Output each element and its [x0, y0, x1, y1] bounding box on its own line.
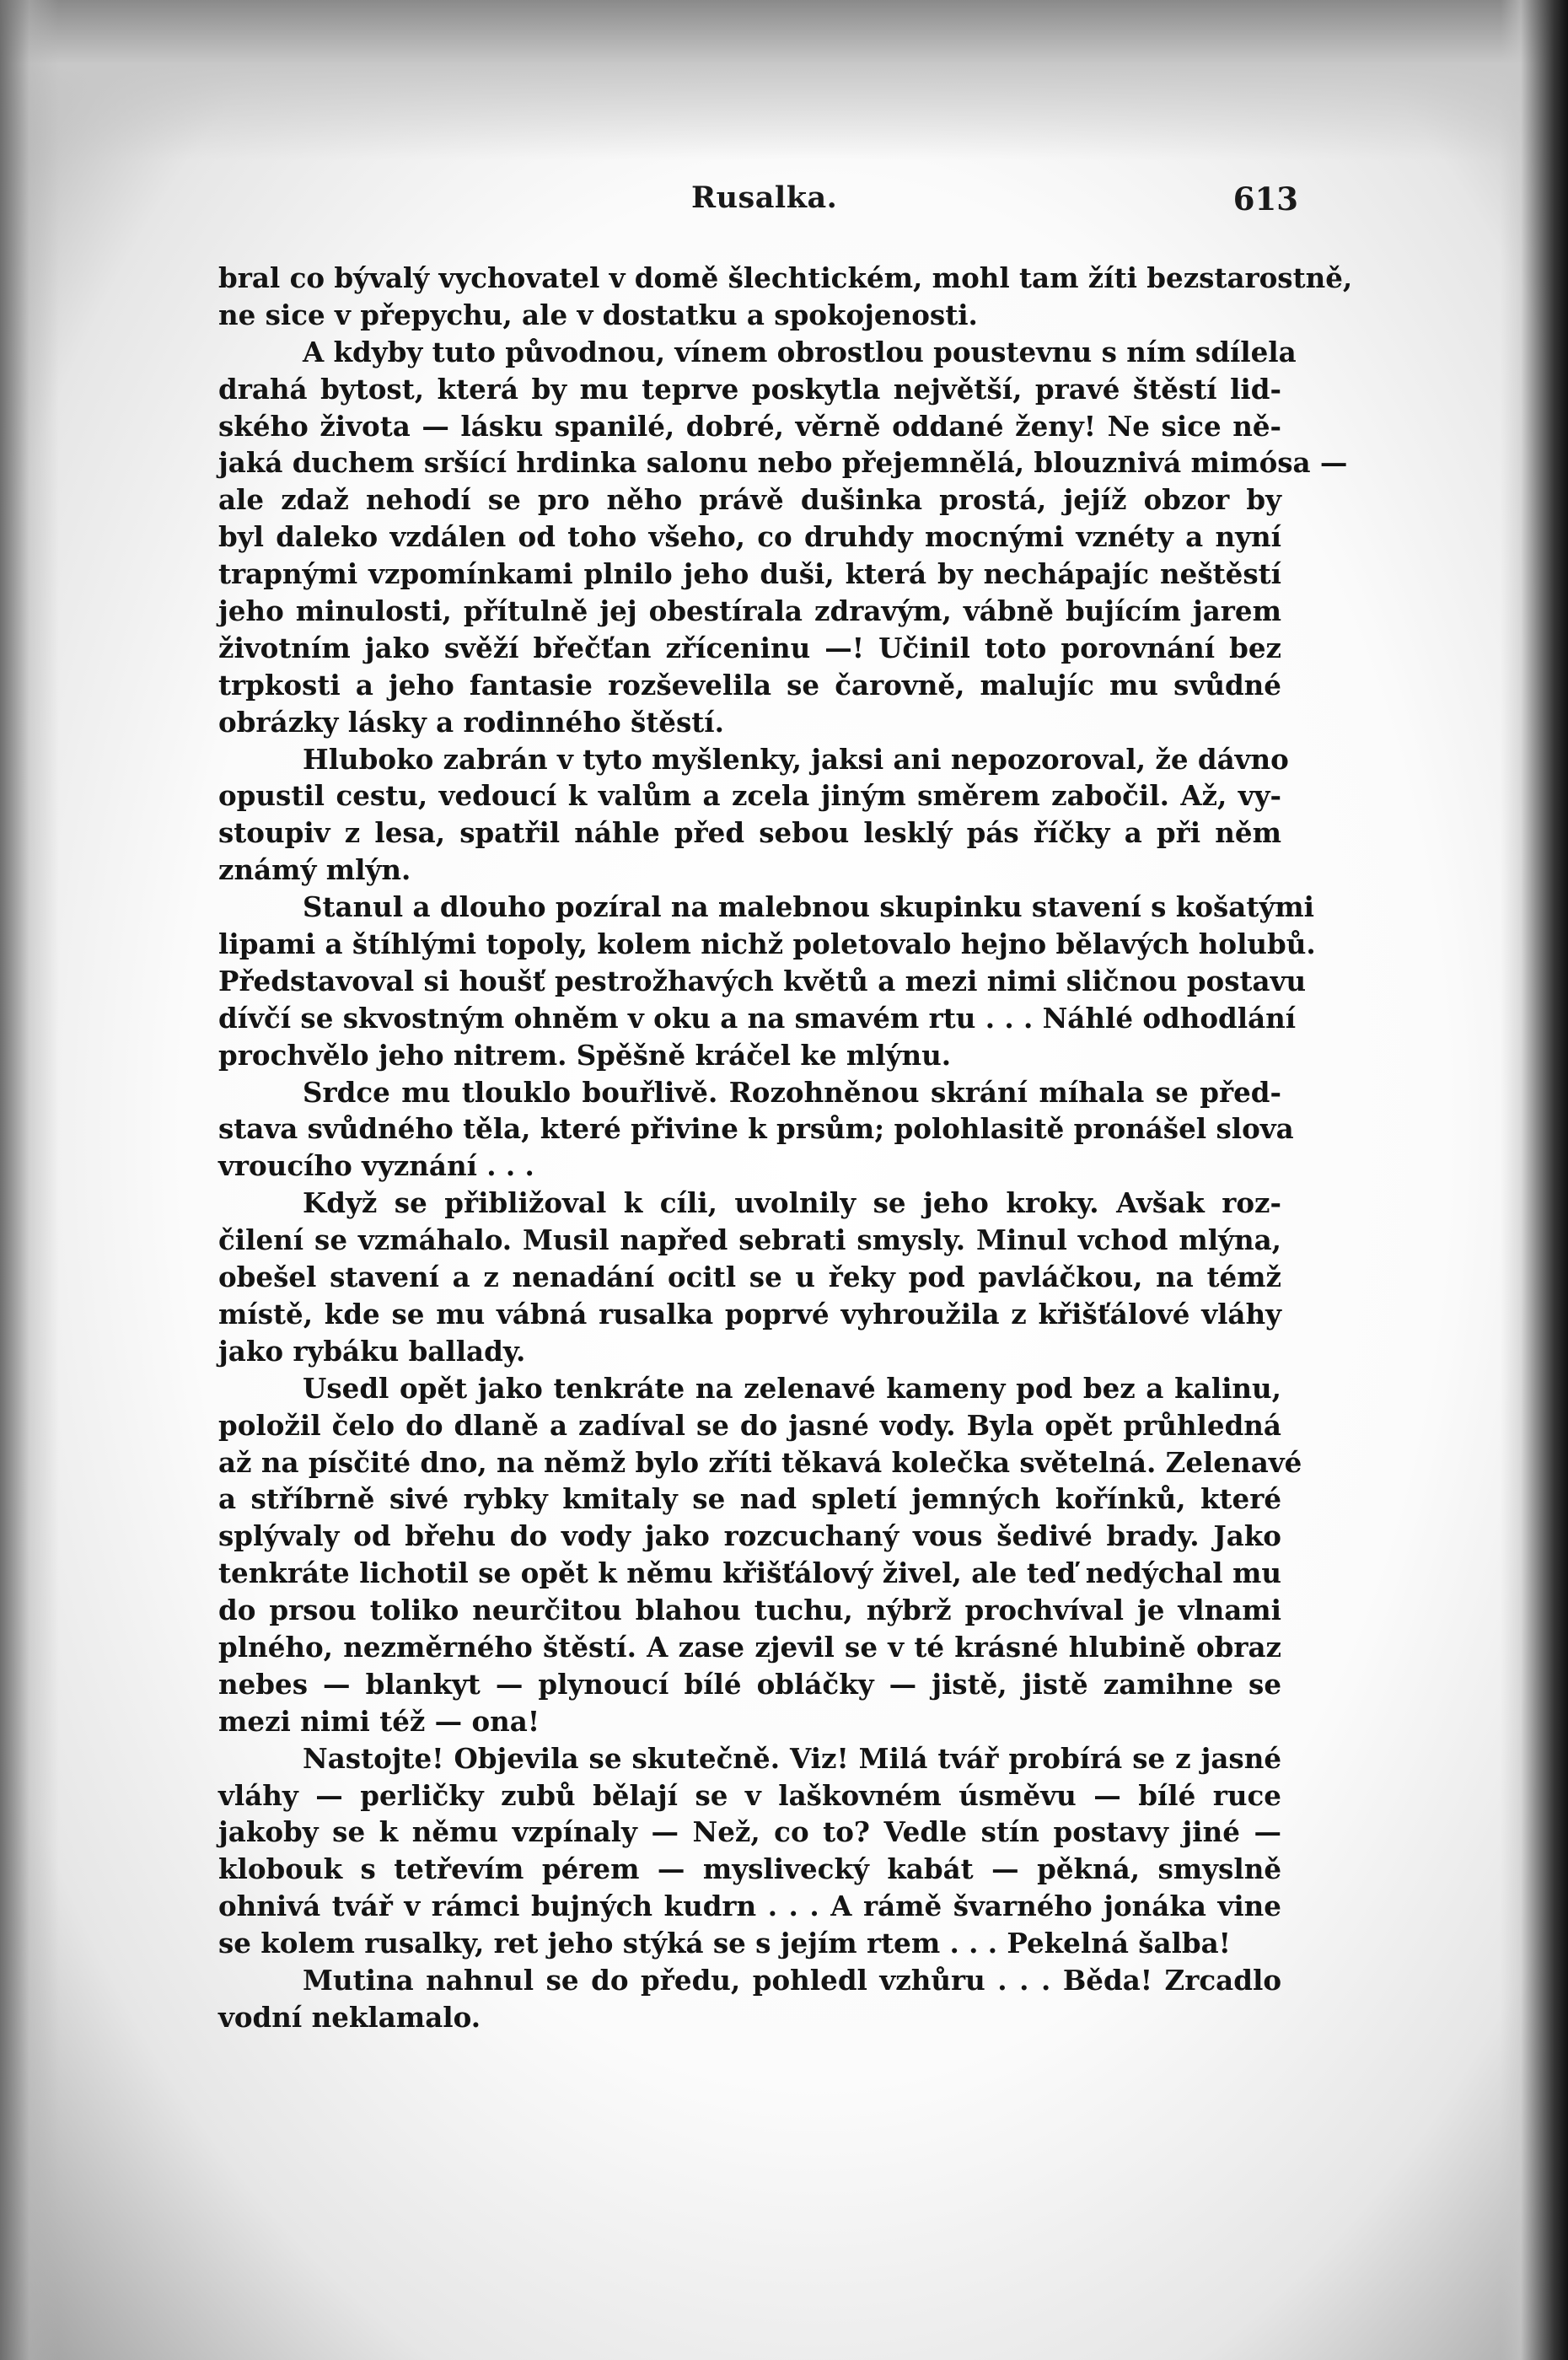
paragraph	[218, 260, 1353, 334]
paragraph	[218, 1740, 1281, 1962]
text-line: bral co bývalý vychovatel v domě šlechtickém, mohl tam žíti bezstarostně,	[218, 261, 1353, 294]
running-head	[219, 180, 1298, 231]
text-line: ale zdaž nehodí se pro něho právě dušinka prostá, jejíž obzor by	[218, 483, 1281, 517]
paragraph	[218, 1185, 1281, 1369]
text-line: ského života — lásku spanilé, dobré, věrně oddané ženy! Ne sice ně-	[218, 409, 1281, 443]
text-line: jaká duchem sršící hrdinka salonu nebo přejemnělá, blouznivá mimósa —	[218, 446, 1348, 480]
text-line: tenkráte lichotil se opět k němu křišťálový živel, ale teď nedýchal mu	[218, 1556, 1281, 1590]
text-line: vodní neklamalo.	[218, 2000, 481, 2034]
text-line: obrázky lásky a rodinného štěstí.	[218, 705, 724, 739]
text-line: drahá bytost, která by mu teprve poskytla největší, pravé štěstí lid-	[218, 372, 1281, 406]
text-line: A kdyby tuto původnou, vínem obrostlou poustevnu s ním sdílela	[303, 335, 1297, 368]
body-text	[218, 260, 1353, 2036]
text-line: místě, kde se mu vábná rusalka poprvé vyhroužila z křišťálové vláhy	[218, 1297, 1281, 1331]
text-line: životním jako svěží břečťan zříceninu —! Učinil toto porovnání bez	[218, 631, 1281, 664]
text-line: plného, nezměrného štěstí. A zase zjevil se v té krásné hlubině obraz	[218, 1630, 1281, 1664]
text-line: trapnými vzpomínkami plnilo jeho duši, která by nechápajíc neštěstí	[218, 557, 1281, 591]
text-line: stoupiv z lesa, spatřil náhle před sebou lesklý pás říčky a při něm	[218, 816, 1281, 850]
text-line: ne sice v přepychu, ale v dostatku a spokojenosti.	[218, 298, 978, 331]
text-line: a stříbrně sivé rybky kmitaly se nad spletí jemných kořínků, které	[218, 1482, 1281, 1516]
text-line: Usedl opět jako tenkráte na zelenavé kameny pod bez a kalinu,	[303, 1371, 1281, 1405]
text-line: ohnivá tvář v rámci bujných kudrn . . . A rámě švarného jonáka vine	[218, 1890, 1281, 1923]
text-line: vroucího vyznání . . .	[218, 1149, 534, 1183]
text-line: stava svůdného těla, které přivine k prsům; polohlasitě pronášel slova	[218, 1112, 1294, 1146]
text-line: jakoby se k němu vzpínaly — Než, co to? Vedle stín postavy jiné —	[218, 1815, 1281, 1849]
text-line: Srdce mu tlouklo bouřlivě. Rozohněnou skrání míhala se před-	[303, 1075, 1281, 1109]
page-number: 613	[1232, 180, 1298, 218]
text-line: obešel stavení a z nenadání ocitl se u řeky pod pavláčkou, na témž	[218, 1261, 1281, 1294]
text-line: klobouk s tetřevím pérem — myslivecký kabát — pěkná, smyslně	[218, 1852, 1281, 1886]
text-line: se kolem rusalky, ret jeho stýká se s jejím rtem . . . Pekelná šalba!	[218, 1927, 1231, 1960]
text-line: trpkosti a jeho fantasie rozševelila se čarovně, malujíc mu svůdné	[218, 668, 1281, 702]
text-line: byl daleko vzdálen od toho všeho, co druhdy mocnými vznéty a nyní	[218, 520, 1281, 554]
text-line: vláhy — perličky zubů bělají se v laškovném úsměvu — bílé ruce	[218, 1778, 1281, 1812]
text-line: jako rybáku ballady.	[218, 1334, 526, 1368]
text-line: do prsou toliko neurčitou blahou tuchu, nýbrž prochvíval je vlnami	[218, 1594, 1281, 1627]
text-line: opustil cestu, vedoucí k valům a zcela jiným směrem zabočil. Až, vy-	[218, 779, 1281, 813]
text-line: Představoval si houšť pestrožhavých květů a mezi nimi sličnou postavu	[218, 964, 1307, 997]
paragraph	[218, 1370, 1302, 1740]
text-line: Mutina nahnul se do předu, pohledl vzhůru . . . Běda! Zrcadlo	[303, 1963, 1281, 1997]
paragraph	[218, 889, 1316, 1073]
text-line: Nastojte! Objevila se skutečně. Viz! Milá tvář probírá se z jasné	[303, 1741, 1281, 1775]
text-line: nebes — blankyt — plynoucí bílé obláčky — jistě, jistě zamihne se	[218, 1667, 1281, 1701]
text-line: lipami a štíhlými topoly, kolem nichž poletovalo hejno bělavých holubů.	[218, 927, 1316, 961]
paragraph	[218, 741, 1289, 890]
text-line: dívčí se skvostným ohněm v oku a na smavém rtu . . . Náhlé odhodlání	[218, 1001, 1297, 1035]
paragraph	[218, 334, 1348, 741]
text-line: čilení se vzmáhalo. Musil napřed sebrati smysly. Minul vchod mlýna,	[218, 1223, 1281, 1257]
page-edge-shadow	[0, 0, 59, 2360]
running-title: Rusalka.	[691, 180, 838, 215]
text-line: Hluboko zabrán v tyto myšlenky, jaksi ani nepozoroval, že dávno	[303, 742, 1289, 776]
text-line: až na písčité dno, na němž bylo zříti těkavá kolečka světelná. Zelenavé	[218, 1445, 1302, 1479]
text-line: jeho minulosti, přítulně jej obestírala zdravým, vábně bujícím jarem	[218, 594, 1281, 628]
text-line: položil čelo do dlaně a zadíval se do jasné vody. Byla opět průhledná	[218, 1408, 1281, 1442]
text-line: známý mlýn.	[218, 853, 411, 887]
paragraph	[218, 1074, 1294, 1185]
text-line: splývaly od břehu do vody jako rozcuchaný vous šedivé brady. Jako	[218, 1519, 1281, 1553]
text-line: Když se přibližoval k cíli, uvolnily se jeho kroky. Avšak roz-	[303, 1186, 1281, 1220]
text-line: prochvělo jeho nitrem. Spěšně kráčel ke mlýnu.	[218, 1038, 952, 1072]
paragraph	[218, 1962, 1281, 2036]
text-line: Stanul a dlouho pozíral na malebnou skupinku stavení s košatými	[303, 890, 1314, 924]
text-line: mezi nimi též — ona!	[218, 1704, 540, 1738]
